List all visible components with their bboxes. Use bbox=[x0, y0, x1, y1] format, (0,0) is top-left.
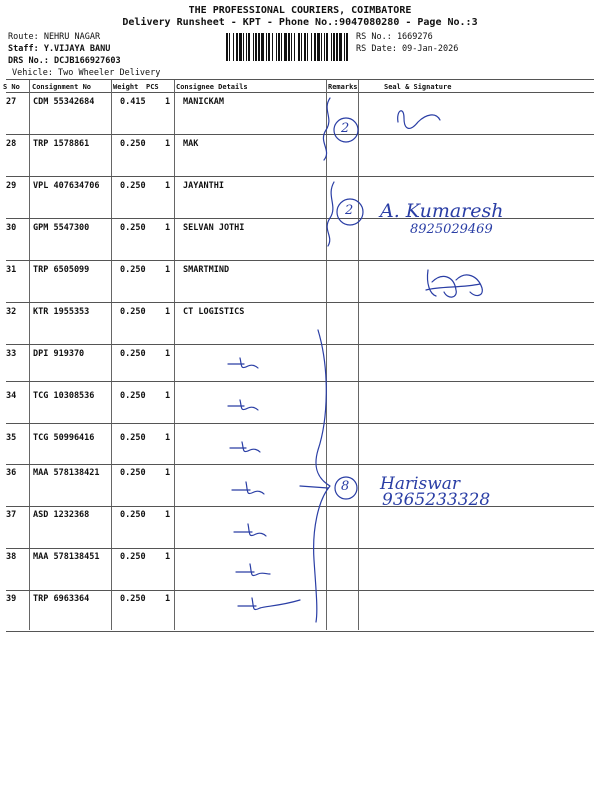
row-rule bbox=[6, 464, 594, 465]
row-consignment: TRP 6505099 bbox=[33, 265, 90, 275]
table-row bbox=[0, 135, 600, 177]
row-weight: 0.250 bbox=[120, 139, 146, 149]
row-pcs: 1 bbox=[165, 391, 171, 401]
receiver-phone-2: 9365233328 bbox=[382, 490, 491, 510]
row-weight: 0.250 bbox=[120, 510, 146, 520]
row-consignment: MAA 578138421 bbox=[33, 468, 100, 478]
barcode-bar bbox=[307, 33, 308, 61]
table-row bbox=[0, 177, 600, 219]
row-rule bbox=[6, 302, 594, 303]
row-weight: 0.415 bbox=[120, 97, 146, 107]
barcode-bar bbox=[317, 33, 320, 61]
barcode-bar bbox=[324, 33, 325, 61]
barcode-bar bbox=[304, 33, 306, 61]
row-weight: 0.250 bbox=[120, 594, 146, 604]
remark-number-1: 2 bbox=[341, 121, 350, 136]
col-header-consignee: Consignee Details bbox=[176, 83, 248, 91]
barcode-bar bbox=[226, 33, 228, 61]
row-sno: 27 bbox=[6, 97, 17, 107]
receiver-name-1: A. Kumaresh bbox=[380, 200, 504, 222]
row-pcs: 1 bbox=[165, 265, 171, 275]
col-header-seal: Seal & Signature bbox=[384, 83, 452, 91]
row-rule bbox=[6, 344, 594, 345]
barcode-bar bbox=[311, 33, 312, 61]
barcode-bar bbox=[344, 33, 345, 61]
drs-label: DRS No.: DCJB166927603 bbox=[8, 56, 121, 66]
barcode-bar bbox=[253, 33, 254, 61]
staff-label: Staff: Y.VIJAYA BANU bbox=[8, 44, 111, 54]
row-pcs: 1 bbox=[165, 433, 171, 443]
row-weight: 0.250 bbox=[120, 181, 146, 191]
barcode-bar bbox=[278, 33, 280, 61]
row-weight: 0.250 bbox=[120, 552, 146, 562]
col-header-sno: S No bbox=[3, 83, 20, 91]
row-sno: 39 bbox=[6, 594, 17, 604]
col-header-remarks: Remarks bbox=[328, 83, 358, 91]
row-weight: 0.250 bbox=[120, 468, 146, 478]
barcode-icon bbox=[226, 33, 350, 61]
table-row bbox=[0, 303, 600, 345]
table-bottom-rule bbox=[6, 631, 594, 632]
barcode-bar bbox=[336, 33, 338, 61]
row-pcs: 1 bbox=[165, 552, 171, 562]
barcode-bar bbox=[301, 33, 302, 61]
row-rule bbox=[6, 506, 594, 507]
company-title: THE PROFESSIONAL COURIERS, COIMBATORE bbox=[188, 5, 412, 16]
barcode-bar bbox=[258, 33, 260, 61]
row-pcs: 1 bbox=[165, 223, 171, 233]
row-consignee: SMARTMIND bbox=[183, 265, 230, 275]
barcode-bar bbox=[284, 33, 287, 61]
col-header-consignment: Consignment No bbox=[32, 83, 92, 91]
barcode-bar bbox=[339, 33, 342, 61]
row-rule bbox=[6, 134, 594, 135]
row-sno: 30 bbox=[6, 223, 17, 233]
row-consignment: TCG 10308536 bbox=[33, 391, 95, 401]
barcode-bar bbox=[266, 33, 267, 61]
row-consignment: CDM 55342684 bbox=[33, 97, 95, 107]
row-pcs: 1 bbox=[165, 468, 171, 478]
row-pcs: 1 bbox=[165, 594, 171, 604]
row-sno: 32 bbox=[6, 307, 17, 317]
barcode-bar bbox=[291, 33, 292, 61]
row-sno: 33 bbox=[6, 349, 17, 359]
row-sno: 36 bbox=[6, 468, 17, 478]
row-consignment: KTR 1955353 bbox=[33, 307, 90, 317]
row-sno: 38 bbox=[6, 552, 17, 562]
row-rule bbox=[6, 381, 594, 382]
remark-number-3: 8 bbox=[341, 479, 350, 494]
barcode-bar bbox=[243, 33, 244, 61]
table-row bbox=[0, 594, 600, 639]
row-pcs: 1 bbox=[165, 97, 171, 107]
barcode-bar bbox=[298, 33, 300, 61]
row-weight: 0.250 bbox=[120, 349, 146, 359]
barcode-bar bbox=[326, 33, 328, 61]
row-pcs: 1 bbox=[165, 307, 171, 317]
table-row bbox=[0, 219, 600, 261]
vehicle-label: Vehicle: Two Wheeler Delivery bbox=[12, 68, 161, 78]
row-sno: 35 bbox=[6, 433, 17, 443]
row-consignment: MAA 578138451 bbox=[33, 552, 100, 562]
remark-number-2: 2 bbox=[345, 203, 354, 218]
table-row bbox=[0, 261, 600, 303]
row-consignment: ASD 1232368 bbox=[33, 510, 90, 520]
runsheet-subtitle: Delivery Runsheet - KPT - Phone No.:9047080280 - Page No.:3 bbox=[122, 17, 478, 28]
row-weight: 0.250 bbox=[120, 307, 146, 317]
barcode-bar bbox=[246, 33, 247, 61]
row-consignment: TRP 6963364 bbox=[33, 594, 90, 604]
col-header-weight: Weight bbox=[113, 83, 139, 91]
barcode-bar bbox=[321, 33, 322, 61]
row-consignment: DPI 919370 bbox=[33, 349, 85, 359]
row-pcs: 1 bbox=[165, 510, 171, 520]
barcode-bar bbox=[276, 33, 277, 61]
row-sno: 37 bbox=[6, 510, 17, 520]
barcode-bar bbox=[331, 33, 332, 61]
table-row bbox=[0, 93, 600, 135]
rs-number: RS No.: 1669276 bbox=[356, 32, 433, 42]
row-consignment: GPM 5547300 bbox=[33, 223, 90, 233]
barcode-bar bbox=[248, 33, 250, 61]
barcode-bar bbox=[333, 33, 335, 61]
barcode-bar bbox=[272, 33, 273, 61]
row-rule bbox=[6, 260, 594, 261]
barcode-bar bbox=[239, 33, 242, 61]
row-consignee: MAK bbox=[183, 139, 199, 149]
row-weight: 0.250 bbox=[120, 223, 146, 233]
row-consignment: TRP 1578861 bbox=[33, 139, 90, 149]
row-weight: 0.250 bbox=[120, 433, 146, 443]
row-rule bbox=[6, 218, 594, 219]
row-weight: 0.250 bbox=[120, 265, 146, 275]
row-sno: 29 bbox=[6, 181, 17, 191]
receiver-phone-1: 8925029469 bbox=[410, 222, 493, 237]
row-weight: 0.250 bbox=[120, 391, 146, 401]
barcode-bar bbox=[294, 33, 295, 61]
row-sno: 34 bbox=[6, 391, 17, 401]
rs-date: RS Date: 09-Jan-2026 bbox=[356, 44, 459, 54]
row-consignment: TCG 50996416 bbox=[33, 433, 95, 443]
row-consignment: VPL 407634706 bbox=[33, 181, 100, 191]
row-sno: 28 bbox=[6, 139, 17, 149]
row-pcs: 1 bbox=[165, 181, 171, 191]
row-pcs: 1 bbox=[165, 139, 171, 149]
barcode-bar bbox=[236, 33, 238, 61]
table-top-rule bbox=[6, 79, 594, 80]
barcode-bar bbox=[268, 33, 270, 61]
row-consignee: MANICKAM bbox=[183, 97, 224, 107]
row-pcs: 1 bbox=[165, 349, 171, 359]
receiver-name-2: Hariswar bbox=[380, 474, 461, 494]
barcode-bar bbox=[255, 33, 257, 61]
route-label: Route: NEHRU NAGAR bbox=[8, 32, 101, 42]
row-sno: 31 bbox=[6, 265, 17, 275]
barcode-bar bbox=[346, 33, 348, 61]
row-rule bbox=[6, 176, 594, 177]
row-rule bbox=[6, 590, 594, 591]
barcode-bar bbox=[229, 33, 230, 61]
row-rule bbox=[6, 548, 594, 549]
barcode-bar bbox=[281, 33, 282, 61]
barcode-bar bbox=[288, 33, 290, 61]
barcode-bar bbox=[261, 33, 264, 61]
barcode-bar bbox=[314, 33, 316, 61]
row-consignee: CT LOGISTICS bbox=[183, 307, 245, 317]
barcode-bar bbox=[233, 33, 234, 61]
row-consignee: JAYANTHI bbox=[183, 181, 224, 191]
row-consignee: SELVAN JOTHI bbox=[183, 223, 245, 233]
row-rule bbox=[6, 423, 594, 424]
col-header-pcs: PCS bbox=[146, 83, 159, 91]
